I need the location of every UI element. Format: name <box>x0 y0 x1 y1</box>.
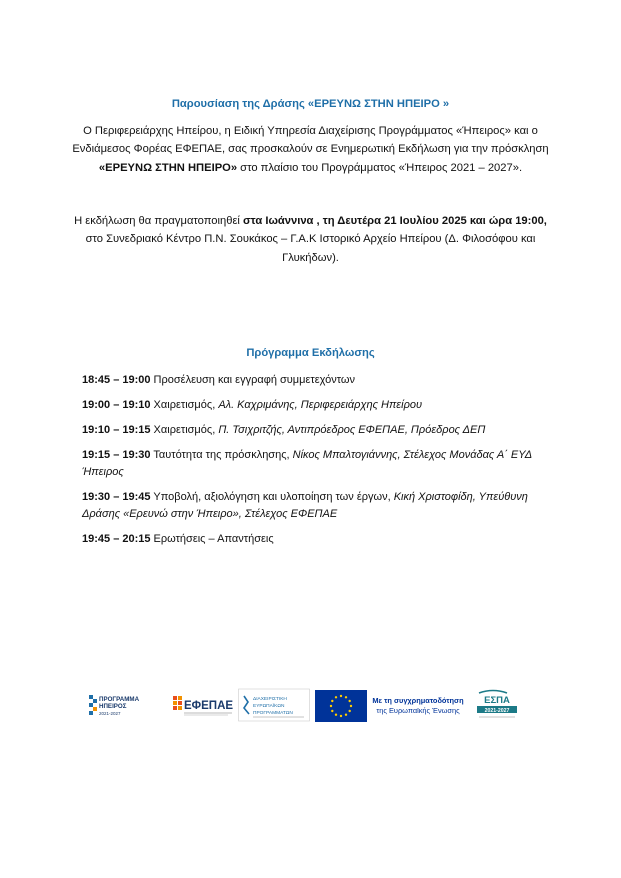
intro-text-1: Ο Περιφερειάρχης Ηπείρου, η Ειδική Υπηρεσία Διαχείρισης Προγράμματος «Ήπειρος» και ο Ενδιάμεσος Φορέας ΕΦΕΠΑΕ, σας προσκαλούν σε Ενημερωτική Εκδήλωση για την πρόσκληση <box>72 125 549 156</box>
schedule-speaker: Κική Χριστοφίδη, Υπεύθυνη Δράσης «Ερευνώ στην Ήπειρο», Στέλεχος ΕΦΕΠΑΕ <box>82 491 528 520</box>
schedule-text: Χαιρετισμός, <box>150 424 219 436</box>
schedule-time: 19:10 – 19:15 <box>82 424 151 436</box>
event-bold: στα Ιωάννινα , τη Δευτέρα 21 Ιουλίου 2025 και ώρα 19:00, <box>243 215 547 227</box>
espa-years: 2021-2027 <box>484 707 510 714</box>
efepae-logo <box>172 686 234 724</box>
schedule-list <box>82 372 552 556</box>
schedule-item <box>82 397 552 414</box>
schedule-time: 19:00 – 19:10 <box>82 399 151 411</box>
schedule-time: 18:45 – 19:00 <box>82 374 151 386</box>
diaxeiristiki-line2: ΕΥΡΩΠΑΪΚΩΝ <box>253 704 285 709</box>
espa-logo <box>473 686 521 724</box>
intro-text-2: στο πλαίσιο του Προγράμματος «Ήπειρος 2021 – 2027». <box>237 161 523 174</box>
schedule-text: Υποβολή, αξιολόγηση και υλοποίηση των έργων, <box>150 491 394 503</box>
schedule-text: Ταυτότητα της πρόσκλησης, <box>150 449 293 461</box>
schedule-item <box>82 422 552 439</box>
event-text-2: στο Συνεδριακό Κέντρο Π.Ν. Σουκάκος – Γ.Α.Κ Ιστορικό Αρχείο Ηπείρου (Δ. Φιλοσόφου και Γλυκήδων). <box>85 233 536 264</box>
intro-paragraph <box>70 122 551 177</box>
schedule-speaker: Νίκος Μπαλτογιάννης, Στέλεχος Μονάδας Α΄ ΕΥΔ Ήπειρος <box>82 449 532 478</box>
schedule-item <box>82 489 552 523</box>
programma-line1: ΠΡΟΓΡΑΜΜΑ <box>99 696 140 703</box>
schedule-speaker: Αλ. Καχριμάνης, Περιφερειάρχης Ηπείρου <box>218 399 423 411</box>
schedule-text: Χαιρετισμός, <box>150 399 219 411</box>
diaxeiristiki-logo <box>238 686 310 724</box>
eu-cofunding-text <box>368 686 468 724</box>
schedule-time: 19:15 – 19:30 <box>82 449 151 461</box>
logo-strip <box>88 686 528 726</box>
page-title: Παρουσίαση της Δράσης «ΕΡΕΥΝΩ ΣΤΗΝ ΗΠΕΙΡΟ » <box>171 98 450 110</box>
schedule-item <box>82 372 552 389</box>
diaxeiristiki-line1: ΔΙΑΧΕΙΡΙΣΤΙΚΗ <box>253 697 287 702</box>
efepae-name: ΕΦΕΠΑΕ <box>184 700 234 712</box>
espa-name: ΕΣΠΑ <box>484 695 510 706</box>
eu-text-line1: Με τη συγχρηματοδότηση <box>372 696 464 705</box>
programma-line2: ΗΠΕΙΡΟΣ <box>99 703 127 710</box>
eu-flag-icon <box>314 686 368 724</box>
diaxeiristiki-line3: ΠΡΟΓΡΑΜΜΑΤΩΝ <box>253 711 293 716</box>
eu-text-line2: της Ευρωπαϊκής Ένωσης <box>376 706 460 715</box>
programma-ipeiros-logo <box>88 686 150 724</box>
schedule-text: Ερωτήσεις – Απαντήσεις <box>150 533 274 545</box>
programma-line3: 2021-2027 <box>99 711 121 716</box>
event-paragraph <box>70 212 551 267</box>
program-title: Πρόγραμμα Εκδήλωσης <box>246 347 375 359</box>
schedule-time: 19:30 – 19:45 <box>82 491 151 503</box>
schedule-text: Προσέλευση και εγγραφή συμμετεχόντων <box>150 374 356 386</box>
schedule-item <box>82 531 552 548</box>
intro-bold: «ΕΡΕΥΝΩ ΣΤΗΝ ΗΠΕΙΡΟ» <box>98 161 238 174</box>
schedule-speaker: Π. Τσιχριτζής, Αντιπρόεδρος ΕΦΕΠΑΕ, Πρόεδρος ΔΕΠ <box>218 424 486 436</box>
schedule-time: 19:45 – 20:15 <box>82 533 151 545</box>
event-text-1: Η εκδήλωση θα πραγματοποιηθεί <box>74 215 244 227</box>
schedule-item <box>82 447 552 481</box>
